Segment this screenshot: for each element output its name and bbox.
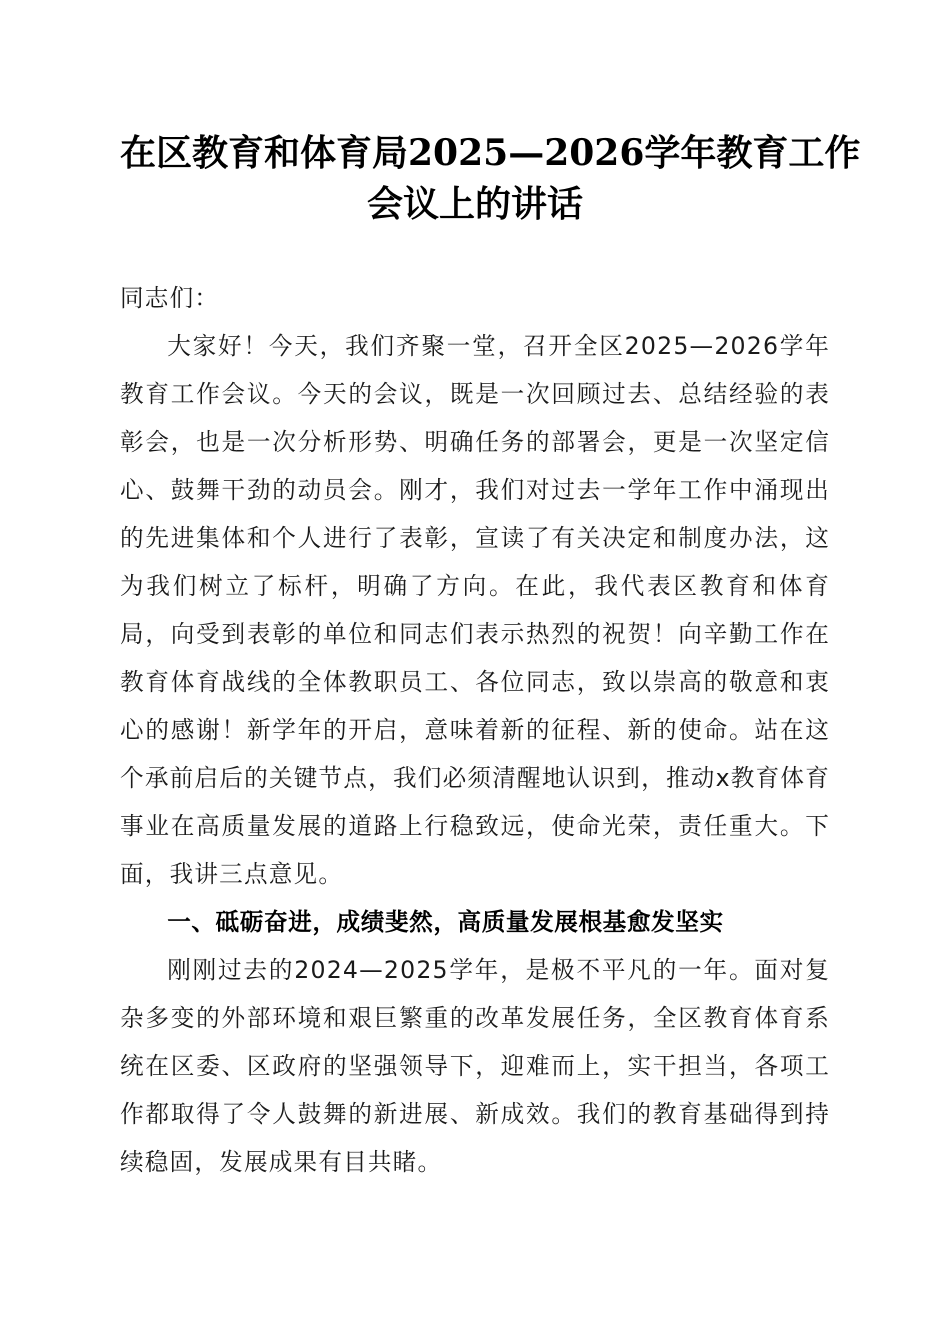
title-line-1: 在区教育和体育局2025—2026学年教育工作 (120, 132, 861, 174)
document-body (120, 274, 830, 1186)
salutation: 同志们： (120, 284, 220, 312)
title-line-2: 会议上的讲话 (366, 183, 583, 225)
paragraph-opening: 大家好！今天，我们齐聚一堂，召开全区2025—2026学年教育工作会议。今天的会议，既是一次回顾过去、总结经验的表彰会，也是一次分析形势、明确任务的部署会，更是一次坚定信心、鼓舞干劲的动员会。刚才，我们对过去一学年工作中涌现出的先进集体和个人进行了表彰，宣读了有关决定和制度办法，这为我们树立了标杆，明确了方向。在此，我代表区教育和体育局，向受到表彰的单位和同志们表示热烈的祝贺！向辛勤工作在教育体育战线的全体教职员工、各位同志，致以崇高的敬意和衷心的感谢！新学年的开启，意味着新的征程、新的使命。站在这个承前启后的关键节点，我们必须清醒地认识到，推动x教育体育事业在高质量发展的道路上行稳致远，使命光荣，责任重大。下面，我讲三点意见。 (120, 332, 830, 888)
paragraph-section-1: 刚刚过去的2024—2025学年，是极不平凡的一年。面对复杂多变的外部环境和艰巨繁重的改革发展任务，全区教育体育系统在区委、区政府的坚强领导下，迎难而上，实干担当，各项工作都取得了令人鼓舞的新进展、新成效。我们的教育基础得到持续稳固，发展成果有目共睹。 (120, 956, 830, 1176)
section-heading-1: 一、砥砺奋进，成绩斐然，高质量发展根基愈发坚实 (167, 908, 724, 936)
document-title (120, 128, 861, 230)
